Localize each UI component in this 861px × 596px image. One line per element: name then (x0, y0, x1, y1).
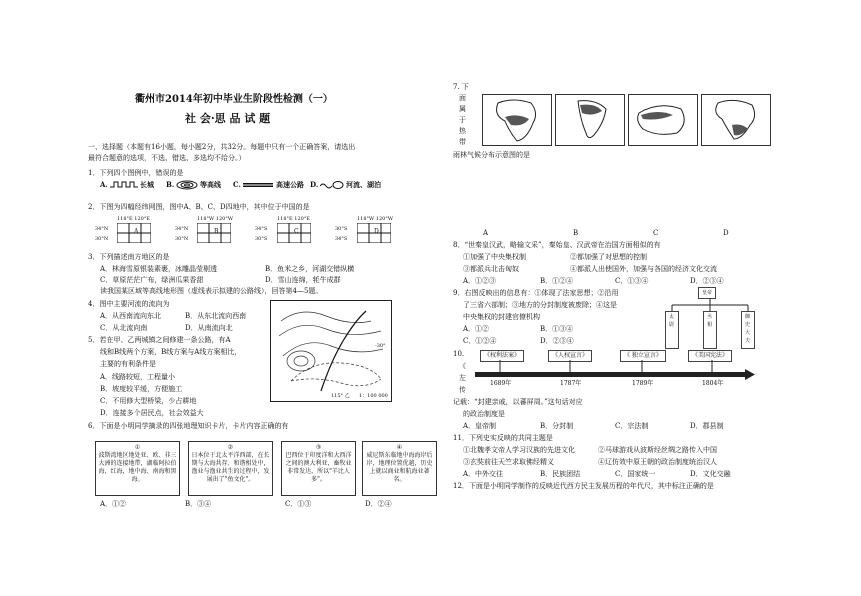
q7-label-6: 带 (459, 138, 466, 146)
great-wall-symbol-icon (110, 181, 138, 189)
q7-option-b: B (573, 229, 579, 237)
q11-option-a: A．中外交往 (463, 470, 504, 478)
q8-item-3: ③都派兵北击匈奴 (463, 265, 519, 273)
question-7-rest: 雨林气候分布示意图的是 (453, 151, 530, 159)
grid-b-lat-1: 34°N (175, 226, 189, 232)
q1-label-river-lake: 河流、湖泊 (346, 180, 381, 189)
q8-item-2: ②都加强了对思想的控制 (570, 253, 647, 261)
timeline-year-1787: 1787年 (560, 380, 582, 387)
q1-option-c: C. (233, 180, 241, 189)
q6-option-b: B．③④ (185, 500, 212, 508)
q4-5-reading-prompt: 读我国某区域等高线地形图（虚线表示拟建的公路线），回答第4—5题。 (100, 287, 323, 295)
org-chart (660, 285, 760, 355)
intro-line-2: 最符合题意的选项，不选、错选、多选均不给分。） (88, 154, 246, 162)
q7-option-a: A (483, 229, 489, 237)
org-chart-emperor: 皇帝 (698, 287, 716, 299)
q3-option-d: D．雪山连绵，牦牛成群 (265, 276, 341, 284)
map-b-south-america-icon (556, 95, 624, 145)
grid-d-lon-label: 118°W 120°W (357, 216, 393, 222)
q8-option-a: A．①②③ (463, 277, 497, 285)
q6-option-d: D．②④ (365, 500, 392, 508)
question-5-line-2: 线和B线两个方案，B线方案与A线方案相比， (100, 348, 242, 356)
contour-symbol-icon (176, 180, 198, 190)
q11-option-c: C．国家统一 (615, 470, 656, 478)
grid-d-lat-2: 34°S (335, 236, 348, 242)
grid-d-lat-1: 30°S (335, 226, 348, 232)
grid-b-lon-label: 118°W 120°W (197, 216, 233, 222)
org-chart-chancellor: 丞相 (703, 311, 717, 349)
contour-map-drawing (271, 301, 391, 401)
q10-source-1: 《 (459, 362, 466, 370)
q1-option-d: D. (310, 180, 319, 189)
org-chart-censor: 御史大夫 (741, 311, 755, 349)
grid-a-point: A (134, 228, 139, 235)
question-6: 6．下面是小明同学摘录的四张地理知识卡片，卡片内容正确的有 (88, 422, 289, 430)
q8-item-1: ①加强了中央集权制 (463, 253, 526, 261)
timeline-year-1789: 1789年 (632, 380, 654, 387)
q1-label-great-wall: 长城 (140, 180, 154, 189)
q11-option-b: B．民族团结 (540, 470, 581, 478)
river-lake-symbol-icon (320, 180, 344, 190)
question-10-text-2: 的政治制度是 (463, 410, 505, 418)
grid-c-point: C (294, 228, 299, 235)
map-a-africa-icon (483, 95, 551, 145)
map-scale-label: 1：100 000 (359, 393, 388, 399)
q7-label-1: 7. 下 (453, 83, 469, 91)
climate-map-a (482, 94, 552, 146)
q11-option-d: D．文化交融 (690, 470, 731, 478)
question-1: 1．下列四个图例中，错误的是 (88, 169, 184, 177)
exam-subtitle: 社 会·思 品 试 题 (185, 112, 271, 125)
q6-option-a: A．①② (100, 500, 127, 508)
card-4-number: ④ (396, 444, 403, 451)
q10-option-d: D．郡县制 (690, 422, 724, 430)
org-chart-taiwei: 太尉 (665, 311, 679, 349)
q1-option-a: A. (100, 180, 108, 189)
q7-label-4: 于 (459, 116, 466, 124)
q10-option-b: B．分封制 (540, 422, 574, 430)
q7-label-2: 面 (459, 94, 466, 102)
democracy-timeline (470, 348, 760, 393)
question-9-line-3: 中央集权的封建官僚机构 (463, 313, 540, 321)
knowledge-card-2 (188, 441, 273, 496)
map-latitude-label: -30° (375, 343, 386, 349)
q10-number: 10. (453, 350, 465, 358)
q5-option-d: D．连接多个居民点，社会效益大 (100, 409, 204, 417)
map-d-africa-icon (702, 95, 770, 145)
q6-option-c: C．①③ (285, 500, 312, 508)
q3-option-b: B．鱼米之乡，河湖交错纵横 (265, 265, 355, 273)
q8-option-c: C．①③④ (615, 277, 649, 285)
q4-option-c: C．从北流向南 (100, 324, 148, 332)
timeline-doc-us-constitution: 《美国宪法》 (688, 350, 732, 362)
question-10-text: 记载：“封建亲戚，以蕃屏周。”这句话对应 (453, 398, 583, 406)
highway-symbol-icon (243, 182, 273, 188)
q11-item-2: ②马球游戏从波斯经丝绸之路传入中国 (598, 446, 717, 454)
q1-label-contour: 等高线 (200, 180, 221, 189)
q11-item-1: ①北魏孝文帝人学习汉族的先进文化 (463, 446, 575, 454)
grid-d-point: D (374, 228, 379, 235)
knowledge-card-3 (281, 441, 356, 496)
map-longitude-label: 115° 乙 (331, 393, 350, 399)
card-3-number: ③ (315, 444, 322, 451)
lat-lon-grid-c (255, 216, 335, 248)
climate-map-c (628, 94, 698, 146)
q10-source-2: 左 (459, 374, 466, 382)
q7-option-d: D (723, 229, 729, 237)
question-9-line-1: 9．右图反映出的信息有：①体现了法家思想；②沿用 (453, 289, 619, 297)
lat-lon-grid-a (95, 216, 175, 248)
climate-map-d (701, 94, 771, 146)
grid-a-lat-2: 30°N (95, 236, 109, 242)
q3-option-a: A．林海雪原银装素裹，冰雕晶莹剔透 (100, 265, 218, 273)
card-1-text: 波斯湾地区地处亚、欧、非三大洲的连接地带，湖临阿拉伯海，红海，地中海、南海和黑海。 (98, 452, 177, 483)
question-8: 8．“世秦皇汉武，略输文采”，秦始皇、汉武帝在治国方面相似的有 (453, 241, 661, 249)
q8-option-b: B．①②④ (540, 277, 574, 285)
q11-item-4: ④辽仿效中原王朝的政治制度统治汉人 (598, 458, 717, 466)
climate-map-b (555, 94, 625, 146)
q9-option-a: A．①② (463, 325, 490, 333)
map-c-australia-icon (629, 95, 697, 145)
card-3-text: 巴西位于印度洋和大西洋之间的澳大利亚，畜牧业非常发达，所以"羊比人多"。 (285, 452, 352, 483)
grid-b-point: B (214, 228, 219, 235)
q4-option-d: D．从南流向北 (185, 324, 233, 332)
q5-option-c: C．不用修大型桥梁，少占耕地 (100, 397, 197, 405)
knowledge-card-1 (95, 441, 180, 496)
q5-option-a: A．线路较短，工程量小 (100, 373, 176, 381)
grid-a-lon-label: 118°E 120°E (117, 216, 150, 222)
q9-option-d: D．②③④ (540, 337, 574, 345)
question-12: 12．下面是小明同学制作的反映近代西方民主发展历程的年代尺，其中标注正确的是 (453, 482, 714, 490)
card-2-text: 日本位于北太平洋西部，在长期与大海共存、和谐相处中，渔业与渔业共生的过程中，发展出了"鱼文化"。 (191, 452, 270, 483)
contour-map (270, 300, 392, 402)
q1-label-highway: 高速公路 (276, 180, 304, 189)
q4-option-b: B．从东北流向西南 (185, 312, 247, 320)
question-5-line-3: 主要的有利条件是 (100, 360, 156, 368)
q10-option-c: C．宗法制 (615, 422, 649, 430)
q7-label-3: 属 (459, 105, 466, 113)
knowledge-card-4 (362, 441, 437, 496)
question-5-line-1: 5．若在甲、乙两城镇之间修建一条公路，有A (88, 336, 231, 344)
timeline-doc-declaration-independence: 《 独立宣言》 (620, 350, 666, 362)
q4-option-a: A．从西南流向东北 (100, 312, 162, 320)
exam-title: 衢州市2014年初中毕业生阶段性检测（一） (135, 94, 333, 105)
grid-c-lat-1: 34°S (255, 226, 268, 232)
intro-line-1: 一、选择题（本题有16小题，每小题2分，共32分。每题中只有一个正确答案，请选出 (88, 143, 356, 151)
question-9-line-2: 了三省六部制；③地方的分封制度被废除；④这是 (463, 301, 617, 309)
q11-item-3: ③玄奘前往天竺求取佛经精义 (463, 458, 554, 466)
question-4: 4．图中主要河流的流向为 (88, 300, 170, 308)
question-11: 11．下列史实反映的共同主题是 (453, 434, 553, 442)
q8-option-d: D．②③④ (690, 277, 724, 285)
grid-a-lat-1: 34°N (95, 226, 109, 232)
timeline-year-1689: 1689年 (490, 380, 512, 387)
question-3: 3．下列描述南方地区的是 (88, 253, 170, 261)
lat-lon-grid-b (175, 216, 255, 248)
card-2-number: ② (227, 444, 234, 451)
q9-option-c: C．①②④ (463, 337, 497, 345)
q1-option-b: B. (166, 180, 175, 189)
timeline-year-1804: 1804年 (702, 380, 724, 387)
grid-b-lat-2: 30°N (175, 236, 189, 242)
q7-option-c: C (653, 229, 659, 237)
q9-option-b: B．①③④ (540, 325, 574, 333)
question-1-options (100, 180, 430, 192)
q10-option-a: A．皇帝制 (463, 422, 497, 430)
timeline-doc-declaration-rights-man: 《人权宣言》 (548, 350, 592, 362)
q10-source-3: 传 (459, 386, 466, 394)
q7-label-5: 热 (459, 127, 466, 135)
grid-c-lon-label: 118°E 120°E (277, 216, 310, 222)
card-1-number: ① (134, 444, 141, 451)
q8-item-4: ④都派人出使国外，加强与各国的经济文化交流 (570, 265, 717, 273)
q5-option-b: B．坡度较平缓，方便施工 (100, 385, 183, 393)
timeline-doc-bill-of-rights: 《权利法案》 (480, 350, 524, 362)
question-2: 2．下图为四幅经纬网图，图中A、B、C、D四地中，其中位于中国的是 (88, 203, 310, 211)
card-4-text: 威尼斯东临地中海海岸后岸，地理位置优越，历史上就以商业和航海业著名。 (366, 452, 433, 483)
lat-lon-grid-d (335, 216, 415, 248)
grid-c-lat-2: 30°S (255, 236, 268, 242)
q3-option-c: C．草原茫茫广布，绿洲瓜果香甜 (100, 276, 204, 284)
